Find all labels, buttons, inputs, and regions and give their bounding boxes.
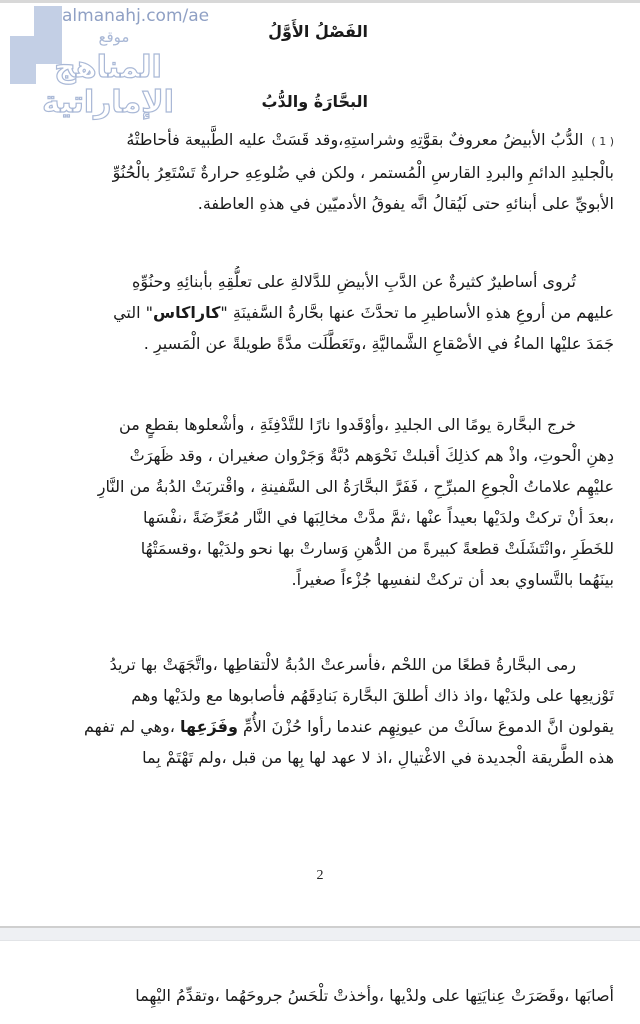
- text-line: ( 1 )الدُّبُ الأبيضُ معروفٌ بقوَّتِهِ وشراستِهِ،وقد قَسَتْ عليه الطَّبيعة فأحاطتْهُ: [126, 130, 614, 149]
- text-line: خرج البحَّارة يومًا الى الجليدِ ،وأوْقَدوا نارًا للتَّدْفِئَةِ ، وأشْعلوها بقطعٍ من: [119, 415, 576, 434]
- text-line: بالْجليدِ الدائمِ والبردِ القارسِ الْمُستمر ، ولكن في ضُلوعِهِ حرارةٌ تَسْتَعِرُ بالْحُنُوِّ: [112, 163, 614, 182]
- page-number: 2: [316, 868, 324, 883]
- site-watermark: [4, 4, 214, 120]
- text-line: عليهم من أروعِ هذهِ الأساطيرِ ما تحدَّثَ عنها بحَّارةُ السَّفينَةِ "كاراكاس" التي: [113, 303, 614, 322]
- text-line: جَمَدَ عليْها الماءُ في الأصْقاعِ الشَّماليَّةِ ،وتَعَطَّلَت مدَّةً طويلةً عن الْمَسيرِ .: [143, 334, 614, 353]
- emphasized-word: وفَزَعِها: [180, 717, 238, 736]
- watermark-url: almanahj.com/ae: [62, 6, 210, 26]
- story-title: البحَّارَةُ والدُّبُ: [261, 92, 368, 111]
- watermark-site-name: المناهج الإماراتية: [42, 50, 174, 120]
- paragraph-marker: ( 1 ): [591, 135, 614, 148]
- watermark-logo-block: [34, 6, 62, 36]
- chapter-title: الفَصْلُ الأَوَّلُ: [268, 22, 368, 41]
- text-line: تَوْزيعِها على ولدَيْها ،واذ ذاك أطلقَ البحَّارة بَنادِقَهُم فأصابوها مع ولدَيْها وهم: [131, 686, 614, 705]
- text-line: للخَطَرِ ،وانْتَشَلَتْ قطعةً كبيرةً من الدُّهنِ وَسارتْ بها نحو ولدَيْها ،وقسمَتْهُا: [140, 539, 614, 558]
- text-line: الأبويِّ على أبنائهِ حتى لَيُقالُ انَّه يفوقُ الأدميّين في هذهِ العاطفة.: [197, 194, 614, 213]
- viewer-top-edge: [0, 0, 640, 3]
- paragraph-4: [70, 649, 614, 773]
- text-line: ،بعدَ أنْ تركتْ ولدَيْها بعيداً عنْها ،ثمَّ مدَّتْ مخالِبَها في النَّار مُعَرِّضَةً ،نفْسَها: [142, 508, 614, 527]
- text-line: بينَهُما بالتَّساوي بعد أن تركتْ لنفسِها جُزْءاً صغيراً.: [291, 570, 614, 589]
- text-line: أصابَها ،وقَصَرَتْ عِنايَتِها على ولدْيها ،وأخذتْ تلْحَسُ جروحَهُما ،وتقدِّمُ اليْهِما: [135, 986, 614, 1005]
- paragraph-2: [70, 266, 614, 359]
- ship-name: كاراكاس: [153, 303, 221, 322]
- text-line: يقولون انَّ الدموعَ سالَتْ من عيونِهِم عندما رأوا حُزْنَ الأُمِّ وفَزَعِها ،وهي لم تفهم: [83, 717, 614, 736]
- watermark-site-label: موقع: [98, 28, 130, 46]
- text-line: رمى البحَّارةُ قطعًا من اللحْم ،فأسرعتْ الدُبةُ لالْتقاطِها ،واتَّجَهَتْ بها تريدُ: [109, 655, 576, 674]
- text-line: تُروى أساطيرٌ كثيرةٌ عن الدَّبِ الأبيضِ للدَّلالةِ على تعلُّقِهِ بأبنائِهِ وحنُوِّهِ: [131, 272, 576, 291]
- text-line: دِهنِ الْحوتِ، واذْ هم كذلِكَ أقبلتْ نَحْوَهم دُبَّةٌ وَجَرْوان صغيران ، وقد ظَهرَتْ: [129, 446, 614, 465]
- text-line: عليْهِم علاماتُ الْجوعِ المبرِّحِ ، فَفَرَّ البحَّارَةُ الى السَّفينةِ ، واقْتربَتْ الدُبةُ من النَّارِ: [97, 477, 614, 496]
- paragraph-1: [70, 124, 614, 219]
- text-line: هذه الطَّريقة الْجديدة في الاغْتيالِ ،اذ لا عهد لها بِها من قبل ،ولم تَهْتَمْ بِما: [142, 748, 614, 767]
- paragraph-3: [70, 409, 614, 595]
- page-separator: [0, 926, 640, 941]
- paragraph-5: [70, 980, 614, 1011]
